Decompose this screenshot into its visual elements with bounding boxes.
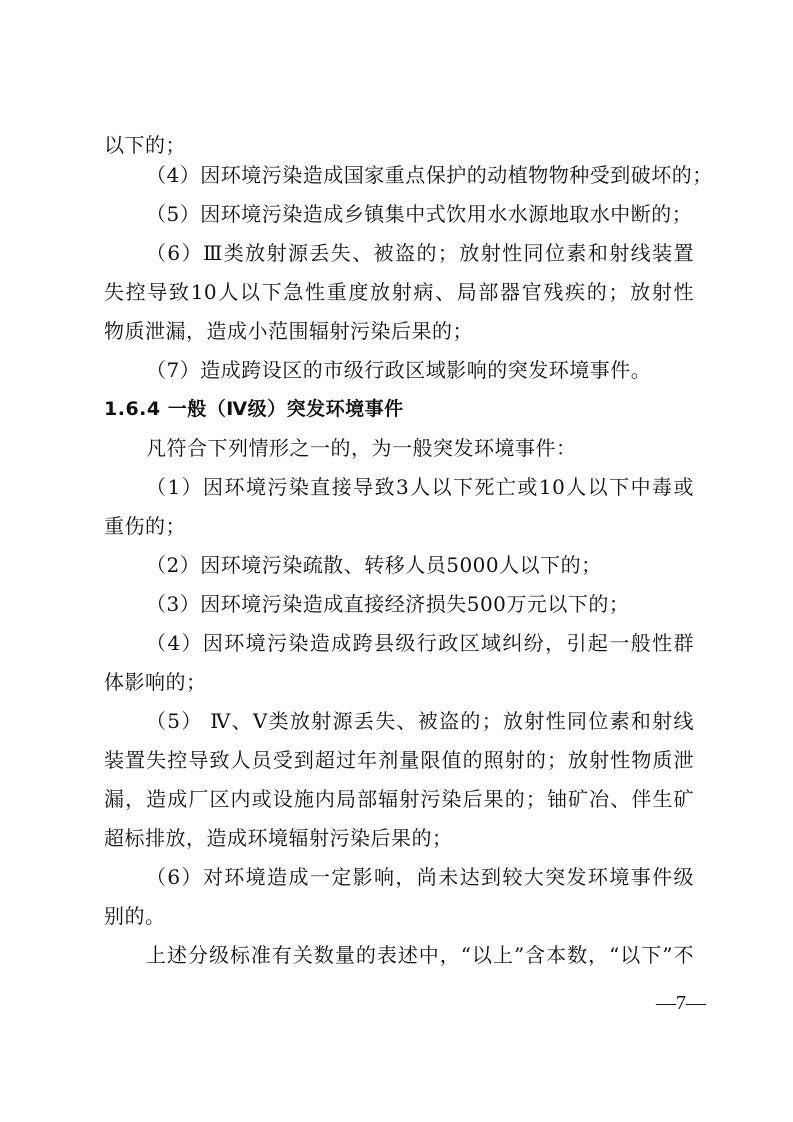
list-item-1-general-cont: 重伤的； [104,514,186,538]
list-item-6-general-cont: 别的。 [104,904,166,928]
list-item-2-general: （2）因环境污染疏散、转移人员5000人以下的； [146,553,602,577]
list-item-5-general-cont-1: 装置失控导致人员受到超过年剂量限值的照射的；放射性物质泄 [104,748,694,772]
list-item-5-general-cont-2: 漏，造成厂区内或设施内局部辐射污染后果的；铀矿冶、伴生矿 [104,787,694,811]
list-item-5-general-cont-3: 超标排放，造成环境辐射污染后果的； [104,826,453,850]
list-item-3-general: （3）因环境污染造成直接经济损失500万元以下的； [146,592,630,616]
section-heading-1-6-4: 1.6.4 一般（Ⅳ级）突发环境事件 [104,398,404,420]
page-number: —7— [656,992,706,1014]
list-item-6-major: （6）Ⅲ类放射源丢失、被盗的；放射性同位素和射线装置 [146,241,694,265]
list-item-1-general: （1）因环境污染直接导致3人以下死亡或10人以下中毒或 [146,475,694,499]
list-item-5-general: （5） Ⅳ、Ⅴ类放射源丢失、被盗的；放射性同位素和射线 [146,709,694,733]
text-line-continuation: 以下的； [104,133,186,157]
list-item-6-general: （6）对环境造成一定影响，尚未达到较大突发环境事件级 [146,865,694,889]
list-item-7-major: （7）造成跨设区的市级行政区域影响的突发环境事件。 [146,358,652,382]
list-item-6-major-cont-1: 失控导致10人以下急性重度放射病、局部器官残疾的；放射性 [104,280,694,304]
list-item-4-major: （4）因环境污染造成国家重点保护的动植物物种受到破坏的； [146,163,713,187]
list-item-4-general: （4）因环境污染造成跨县级行政区域纠纷，引起一般性群 [146,631,694,655]
intro-paragraph: 凡符合下列情形之一的，为一般突发环境事件： [146,436,577,460]
list-item-4-general-cont: 体影响的； [104,670,207,694]
list-item-6-major-cont-2: 物质泄漏，造成小范围辐射污染后果的； [104,319,473,343]
closing-paragraph: 上述分级标准有关数量的表述中，“以上”含本数，“以下”不 [146,943,694,967]
list-item-5-major: （5）因环境污染造成乡镇集中式饮用水水源地取水中断的； [146,202,693,226]
